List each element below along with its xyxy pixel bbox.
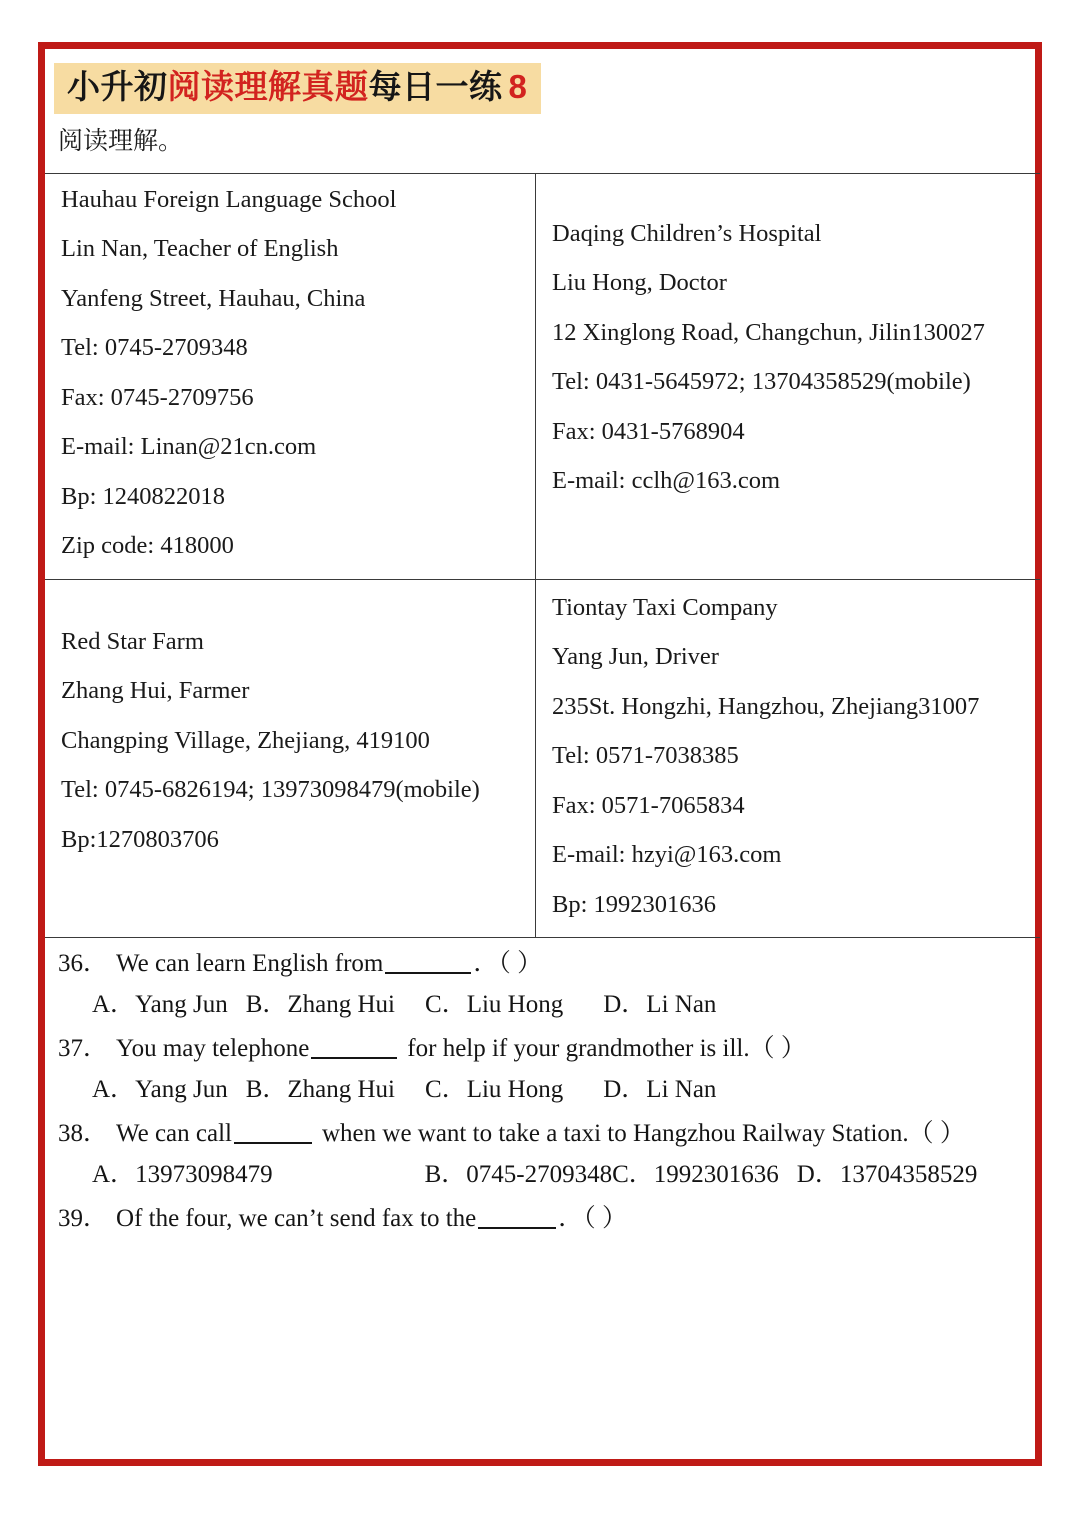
option-a-letter: A． xyxy=(92,991,136,1019)
option-d[interactable] xyxy=(603,991,716,1019)
option-c-label: 1992301636 xyxy=(653,1161,779,1189)
school-address: Yanfeng Street, Hauhau, China xyxy=(61,284,366,312)
hospital-tel: Tel: 0431-5645972; 13704358529(mobile) xyxy=(552,368,971,396)
taxi-name: Tiontay Taxi Company xyxy=(552,593,778,621)
question-37-number: 37． xyxy=(58,1035,109,1063)
farm-tel: Tel: 0745-6826194; 13973098479(mobile) xyxy=(61,776,480,804)
taxi-address: 235St. Hongzhi, Hangzhou, Zhejiang31007 xyxy=(552,692,980,720)
section-heading: 阅读理解。 xyxy=(58,128,184,156)
farm-bp: Bp:1270803706 xyxy=(61,825,219,853)
card-farm xyxy=(45,579,536,938)
option-a[interactable] xyxy=(92,1161,273,1189)
question-36-text-before: We can learn English from xyxy=(116,950,384,978)
answer-blank[interactable] xyxy=(311,1057,397,1059)
school-fax: Fax: 0745-2709756 xyxy=(61,383,254,411)
page-title-badge xyxy=(54,63,541,114)
worksheet-inner xyxy=(45,49,1035,1459)
hospital-email: E-mail: cclh@163.com xyxy=(552,467,781,495)
hospital-fax: Fax: 0431-5768904 xyxy=(552,417,745,445)
question-39-stem xyxy=(58,1205,1035,1233)
option-b-letter: B． xyxy=(245,1076,288,1104)
option-a-label: Yang Jun xyxy=(135,1076,228,1104)
option-d-label: Li Nan xyxy=(646,1076,717,1104)
question-36-options xyxy=(92,991,1035,1019)
option-c-letter: C． xyxy=(612,1161,654,1189)
question-39-text-before: Of the four, we can’t send fax to the xyxy=(116,1205,477,1233)
school-bp: Bp: 1240822018 xyxy=(61,482,226,510)
question-37-stem xyxy=(58,1035,1035,1063)
option-b[interactable] xyxy=(246,991,395,1019)
taxi-fax: Fax: 0571-7065834 xyxy=(552,791,745,819)
option-c-label: Liu Hong xyxy=(466,1076,564,1104)
table-row xyxy=(45,579,1040,938)
taxi-email: E-mail: hzyi@163.com xyxy=(552,841,782,869)
question-37-options xyxy=(92,1076,1035,1104)
questions-list xyxy=(45,938,1035,1233)
question-38-text-after: when we want to take a taxi to Hangzhou Railway Station.（ ） xyxy=(321,1120,965,1148)
farm-name: Red Star Farm xyxy=(61,627,204,655)
school-tel: Tel: 0745-2709348 xyxy=(61,334,248,362)
option-c-letter: C． xyxy=(425,991,467,1019)
hospital-person: Liu Hong, Doctor xyxy=(552,269,727,297)
title-segment-red-1: 阅读理解真题 xyxy=(167,68,369,105)
option-c[interactable] xyxy=(425,1076,563,1104)
question-36-stem xyxy=(58,950,1035,978)
school-email: E-mail: Linan@21cn.com xyxy=(61,433,317,461)
option-c[interactable] xyxy=(612,1161,779,1189)
question-38-text-before: We can call xyxy=(116,1120,232,1148)
option-b[interactable] xyxy=(246,1076,395,1104)
hospital-address: 12 Xinglong Road, Changchun, Jilin130027 xyxy=(552,318,985,346)
option-b-label: Zhang Hui xyxy=(287,991,396,1019)
option-a-label: 13973098479 xyxy=(135,1161,273,1189)
option-a[interactable] xyxy=(92,1076,228,1104)
option-d[interactable] xyxy=(603,1076,716,1104)
school-person: Lin Nan, Teacher of English xyxy=(61,235,339,263)
option-c-letter: C． xyxy=(425,1076,467,1104)
answer-blank[interactable] xyxy=(385,972,471,974)
table-row xyxy=(45,173,1040,579)
title-segment-black-1: 小升初 xyxy=(67,68,168,105)
title-segment-black-2: 每日一练 xyxy=(368,68,503,105)
option-d-label: Li Nan xyxy=(646,991,717,1019)
answer-blank[interactable] xyxy=(234,1142,312,1144)
question-37-text-before: You may telephone xyxy=(116,1035,310,1063)
title-lesson-number: 8 xyxy=(508,68,528,105)
question-36-text-after: ．（ ） xyxy=(473,950,543,978)
option-b-label: Zhang Hui xyxy=(287,1076,396,1104)
card-hospital xyxy=(536,173,1041,579)
option-a-letter: A． xyxy=(92,1076,136,1104)
taxi-bp: Bp: 1992301636 xyxy=(552,890,717,918)
option-c[interactable] xyxy=(425,991,563,1019)
option-d-letter: D． xyxy=(796,1161,840,1189)
question-38-number: 38． xyxy=(58,1120,109,1148)
option-a[interactable] xyxy=(92,991,228,1019)
option-d-letter: D． xyxy=(603,991,647,1019)
option-b-label: 0745-2709348 xyxy=(466,1161,613,1189)
question-39-number: 39． xyxy=(58,1205,109,1233)
option-c-label: Liu Hong xyxy=(466,991,564,1019)
option-d[interactable] xyxy=(797,1161,978,1189)
hospital-name: Daqing Children’s Hospital xyxy=(552,219,822,247)
question-37-text-after: for help if your grandmother is ill.（ ） xyxy=(407,1035,806,1063)
taxi-person: Yang Jun, Driver xyxy=(552,643,719,671)
option-b-letter: B． xyxy=(424,1161,467,1189)
question-38-stem xyxy=(58,1120,1035,1148)
option-d-label: 13704358529 xyxy=(839,1161,978,1189)
card-school xyxy=(45,173,536,579)
taxi-tel: Tel: 0571-7038385 xyxy=(552,742,739,770)
question-36-number: 36． xyxy=(58,950,109,978)
question-39-text-after: ．（ ） xyxy=(558,1205,627,1233)
option-b-letter: B． xyxy=(245,991,288,1019)
farm-address: Changping Village, Zhejiang, 419100 xyxy=(61,726,430,754)
option-a-letter: A． xyxy=(92,1161,136,1189)
school-name: Hauhau Foreign Language School xyxy=(61,185,397,213)
question-38-options xyxy=(92,1161,1035,1189)
worksheet-page xyxy=(38,42,1042,1466)
option-b[interactable] xyxy=(425,1161,613,1189)
option-d-letter: D． xyxy=(603,1076,647,1104)
answer-blank[interactable] xyxy=(478,1227,556,1229)
farm-person: Zhang Hui, Farmer xyxy=(61,677,250,705)
option-a-label: Yang Jun xyxy=(135,991,228,1019)
card-taxi xyxy=(536,579,1041,938)
school-zip: Zip code: 418000 xyxy=(61,532,234,560)
contact-cards-table xyxy=(45,173,1040,939)
